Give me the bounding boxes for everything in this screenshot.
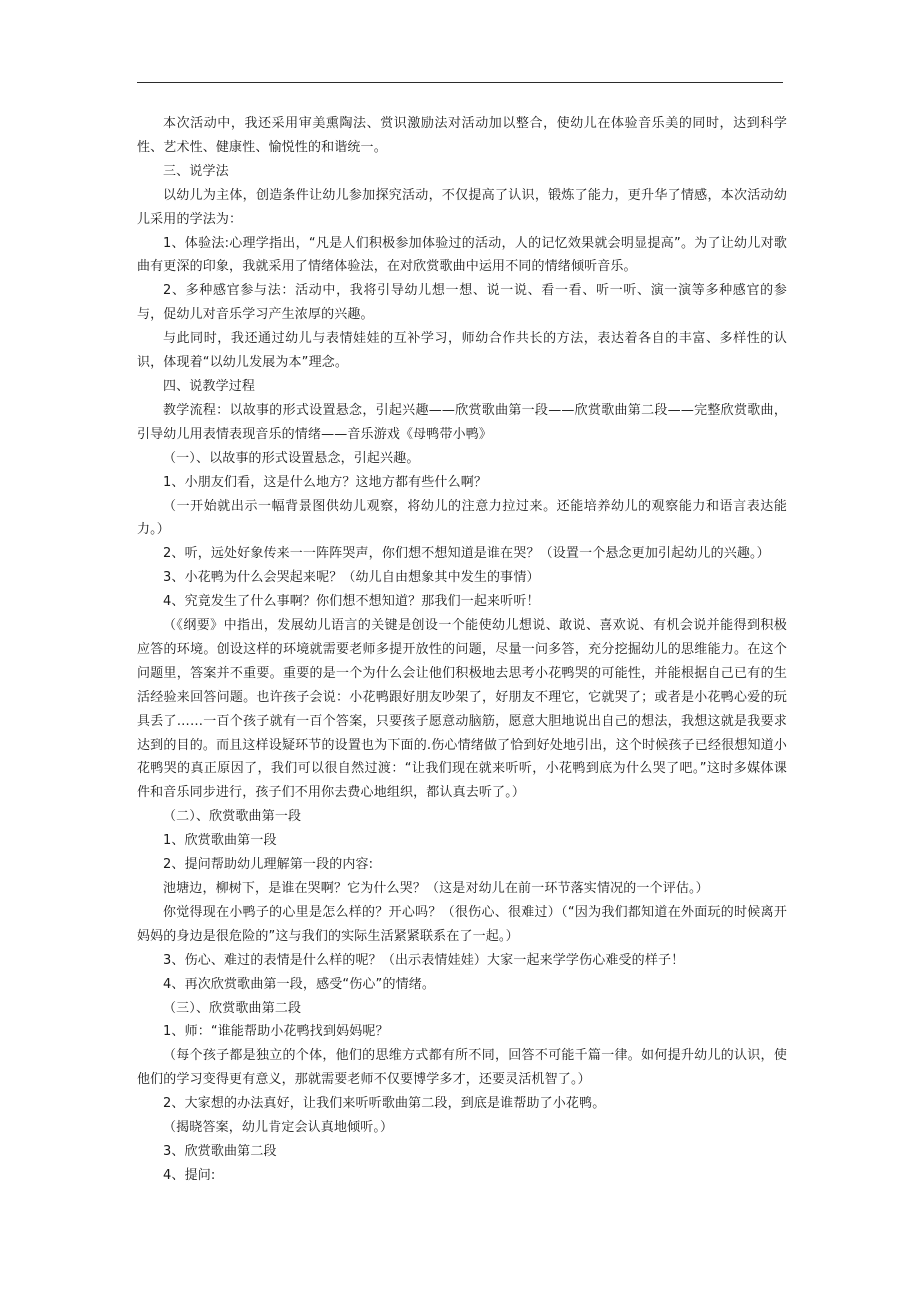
paragraph: 与此同时，我还通过幼儿与表情娃娃的互补学习，师幼合作共长的方法，表达着各自的丰富、多样性的认识，体现着“以幼儿发展为本”理念。 [137, 331, 787, 371]
section-heading: 三、说学法 [163, 163, 229, 179]
paragraph: 2、多种感官参与法：活动中，我将引导幼儿想一想、说一说、看一看、听一听、演一演等多种感官的参与，促幼儿对音乐学习产生浓厚的兴趣。 [137, 283, 787, 323]
paragraph: 2、提问帮助幼儿理解第一段的内容: [163, 857, 374, 873]
paragraph: 4、究竟发生了什么事啊？你们想不想知道？那我们一起来听听！ [163, 594, 540, 610]
paragraph: 你觉得现在小鸭子的心里是怎么样的？开心吗？（很伤心、很难过）（“因为我们都知道在外面玩的时候离开妈妈的身边是很危险的”这与我们的实际生活紧紧联系在了一起。） [137, 904, 787, 944]
paragraph: 1、体验法:心理学指出，“凡是人们积极参加体验过的活动，人的记忆效果就会明显提高”。为了让幼儿对歌曲有更深的印象，我就采用了情绪体验法，在对欣赏歌曲中运用不同的情绪倾听音乐。 [137, 235, 787, 275]
subsection-heading: （一）、以故事的形式设置悬念，引起兴趣。 [163, 450, 420, 466]
paragraph: 1、师：“谁能帮助小花鸭找到妈妈呢？ [163, 1024, 389, 1040]
paragraph: 3、小花鸭为什么会哭起来呢？（幼儿自由想象其中发生的事情） [163, 570, 540, 586]
paragraph: （一开始就出示一幅背景图供幼儿观察，将幼儿的注意力拉过来。还能培养幼儿的观察能力和语言表达能力。） [137, 498, 787, 538]
paragraph: 3、欣赏歌曲第二段 [163, 1143, 277, 1159]
subsection-heading: （三）、欣赏歌曲第二段 [163, 1000, 302, 1016]
paragraph: 1、欣赏歌曲第一段 [163, 833, 277, 849]
paragraph: 以幼儿为主体，创造条件让幼儿参加探究活动，不仅提高了认识，锻炼了能力，更升华了情感，本次活动幼儿采用的学法为： [137, 187, 787, 227]
paragraph: 4、再次欣赏歌曲第一段，感受“伤心”的情绪。 [163, 976, 436, 992]
paragraph: （《纲要》中指出，发展幼儿语言的关键是创设一个能使幼儿想说、敢说、喜欢说、有机会说并能得到积极应答的环境。创设这样的环境就需要老师多提开放性的问题，尽量一问多答，充分挖掘幼儿的思维能力。在这个问题里，答案并不重要。重要的是一个为什么会让他们积极地去思考小花鸭哭的可能性，并能根据自己已有的生活经验来回答问题。也许孩子会说：小花鸭跟好朋友吵架了，好朋友不理它，它就哭了；或者是小花鸭心爱的玩具丢了……一百个孩子就有一百个答案，只要孩子愿意动脑筋，愿意大胆地说出自己的想法，我想这就是我要求达到的目的。而且这样设疑环节的设置也为下面的.伤心情绪做了恰到好处地引出，这个时候孩子已经很想知道小花鸭哭的真正原因了，我们可以很自然过渡：“让我们现在就来听听，小花鸭到底为什么哭了吧。”这时多媒体课件和音乐同步进行，孩子们不用你去费心地组织，都认真去听了。） [137, 618, 787, 801]
paragraph: 1、小朋友们看，这是什么地方？这地方都有些什么啊？ [163, 474, 488, 490]
document-body [137, 112, 787, 1188]
paragraph: 本次活动中，我还采用审美熏陶法、赏识激励法对活动加以整合，使幼儿在体验音乐美的同时，达到科学性、艺术性、健康性、愉悦性的和谐统一。 [137, 116, 787, 155]
paragraph: 教学流程：以故事的形式设置悬念，引起兴趣——欣赏歌曲第一段——欣赏歌曲第二段——完整欣赏歌曲，引导幼儿用表情表现音乐的情绪——音乐游戏《母鸭带小鸭》 [137, 402, 787, 442]
paragraph: 2、大家想的办法真好，让我们来听听歌曲第二段，到底是谁帮助了小花鸭。 [163, 1096, 606, 1112]
paragraph: 2、听，远处好象传来一一阵阵哭声，你们想不想知道是谁在哭？（设置一个悬念更加引起幼儿的兴趣。） [163, 546, 770, 562]
paragraph: 池塘边，柳树下，是谁在哭啊？它为什么哭？（这是对幼儿在前一环节落实情况的一个评估。） [163, 881, 709, 896]
paragraph: （揭晓答案，幼儿肯定会认真地倾听。） [163, 1120, 394, 1136]
paragraph: 4、提问: [163, 1167, 216, 1183]
header-rule [137, 82, 783, 83]
section-heading: 四、说教学过程 [163, 378, 256, 394]
paragraph: 3、伤心、难过的表情是什么样的呢？（出示表情娃娃）大家一起来学学伤心难受的样子！ [163, 952, 685, 968]
paragraph: （每个孩子都是独立的个体，他们的思维方式都有所不同，回答不可能千篇一律。如何提升幼儿的认识，使他们的学习变得更有意义，那就需要老师不仅要博学多才，还要灵活机智了。） [137, 1048, 787, 1088]
subsection-heading: （二）、欣赏歌曲第一段 [163, 809, 302, 825]
